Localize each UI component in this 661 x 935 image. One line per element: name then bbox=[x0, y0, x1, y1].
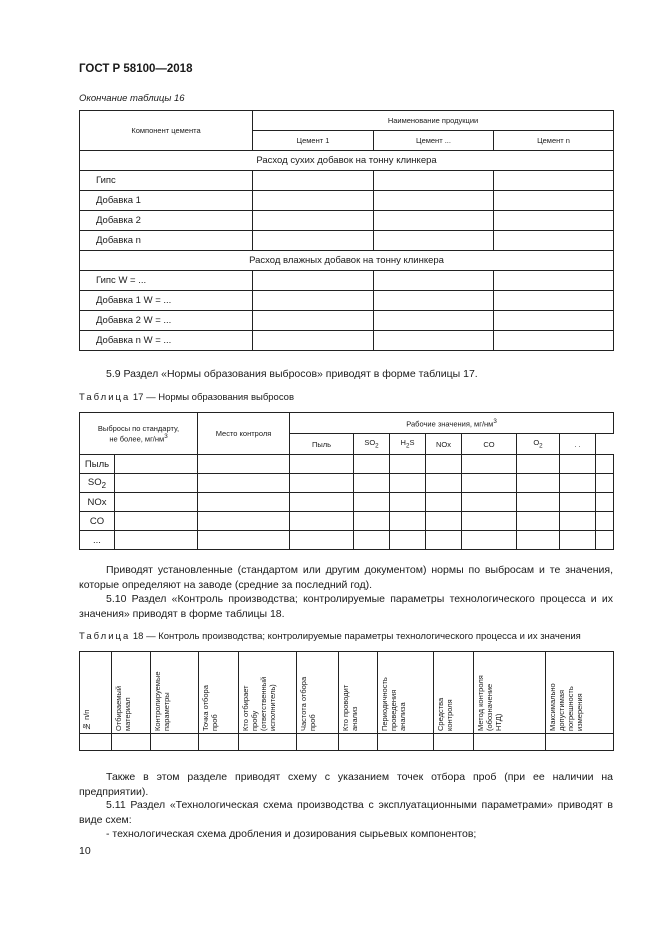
table18-caption-word: Таблица bbox=[79, 631, 131, 642]
table-row bbox=[80, 271, 614, 291]
table-row bbox=[80, 191, 614, 211]
work-col-nox: NOx bbox=[426, 434, 462, 455]
product-col: Цемент 1 bbox=[253, 131, 374, 151]
table-row bbox=[80, 531, 614, 550]
table-17 bbox=[79, 412, 614, 550]
row-label: Добавка 2 W = ... bbox=[80, 311, 253, 331]
table-row bbox=[80, 231, 614, 251]
page-number: 10 bbox=[79, 845, 91, 857]
t18-header: Кто проводит анализ bbox=[339, 652, 378, 734]
work-col-o2: $O_2$ bbox=[517, 434, 560, 455]
t18-header: Периодичность проведения анализа bbox=[378, 652, 434, 734]
t18-header: Метод контроля (обозначение НТД) bbox=[474, 652, 546, 734]
table-18 bbox=[79, 651, 614, 751]
row-label: Добавка n W = ... bbox=[80, 331, 253, 351]
row-label: Добавка n bbox=[80, 231, 253, 251]
table-row bbox=[80, 455, 614, 474]
component-header: Компонент цемента bbox=[80, 111, 253, 151]
table-row bbox=[80, 493, 614, 512]
t18-header: Кто отбирает пробу (ответственный исполнитель) bbox=[239, 652, 297, 734]
table-row bbox=[80, 734, 614, 751]
wet-section-title: Расход влажных добавок на тонну клинкера bbox=[80, 251, 614, 271]
row-label: Гипс bbox=[80, 171, 253, 191]
t18-header: Контролируемые параметры bbox=[151, 652, 199, 734]
table16-caption: Окончание таблицы 16 bbox=[79, 93, 185, 104]
table-row bbox=[80, 512, 614, 531]
product-header: Наименование продукции bbox=[253, 111, 614, 131]
emission-label: CO bbox=[80, 512, 115, 531]
table18-caption bbox=[79, 631, 581, 642]
t18-header: № п/п bbox=[80, 652, 112, 734]
table-row bbox=[80, 474, 614, 493]
table-16 bbox=[79, 110, 614, 351]
table-row bbox=[80, 171, 614, 191]
table17-caption-title: 17 — Нормы образования выбросов bbox=[130, 392, 295, 403]
emission-label: Пыль bbox=[80, 455, 115, 474]
t18-header: Частота отбора проб bbox=[297, 652, 339, 734]
work-col-co: CO bbox=[462, 434, 517, 455]
work-col-so2: $SO_2$ bbox=[354, 434, 390, 455]
control-place-header: Место контроля bbox=[198, 413, 290, 455]
row-label: Добавка 1 W = ... bbox=[80, 291, 253, 311]
emission-label: NOx bbox=[80, 493, 115, 512]
paragraph-after-17: Приводят установленные (стандартом или другим документом) нормы по выбросам и те значения, которые определяют на заводе (средние за последний год). bbox=[79, 564, 613, 591]
work-col-dust: Пыль bbox=[290, 434, 354, 455]
row-label: Добавка 1 bbox=[80, 191, 253, 211]
work-values-header: Рабочие значения, $мг/нм^3$ bbox=[290, 413, 614, 434]
t18-header: Отбираемый материал bbox=[112, 652, 151, 734]
table-row bbox=[80, 331, 614, 351]
emission-label: ... bbox=[80, 531, 115, 550]
t18-header: Средства контроля bbox=[434, 652, 474, 734]
table-row bbox=[80, 291, 614, 311]
table17-caption bbox=[79, 392, 294, 403]
paragraph-scheme: Также в этом разделе приводят схему с указанием точек отбора проб (при ее наличии на предприятии). bbox=[79, 771, 613, 798]
paragraph-5-10: 5.10 Раздел «Контроль производства; контролируемые параметры технологического процесса и их значения» приводят в форме таблицы 18. bbox=[79, 593, 613, 620]
row-label: Добавка 2 bbox=[80, 211, 253, 231]
emission-label: $SO_2$ bbox=[80, 474, 115, 493]
emission-norm-header: Выбросы по стандарту, не более, $мг/нм^3$ bbox=[80, 413, 198, 455]
t18-header: Максимально допустимая погрешность измерения bbox=[546, 652, 614, 734]
product-col: Цемент ... bbox=[374, 131, 494, 151]
table17-caption-word: Таблица bbox=[79, 392, 131, 403]
paragraph-5-9: 5.9 Раздел «Нормы образования выбросов» приводят в форме таблицы 17. bbox=[106, 368, 478, 380]
document-header: ГОСТ Р 58100—2018 bbox=[79, 63, 193, 75]
work-col-more: . . bbox=[560, 434, 596, 455]
table18-caption-title: 18 — Контроль производства; контролируемые параметры технологического процесса и их значения bbox=[130, 631, 581, 642]
row-label: Гипс W = ... bbox=[80, 271, 253, 291]
table-row bbox=[80, 211, 614, 231]
list-item: - технологическая схема дробления и дозирования сырьевых компонентов; bbox=[106, 828, 477, 840]
product-col: Цемент n bbox=[494, 131, 614, 151]
t18-header: Точка отбора проб bbox=[199, 652, 239, 734]
table-row bbox=[80, 311, 614, 331]
dry-section-title: Расход сухих добавок на тонну клинкера bbox=[80, 151, 614, 171]
work-col-h2s: $H_2S$ bbox=[390, 434, 426, 455]
paragraph-5-11: 5.11 Раздел «Технологическая схема производства с эксплуатационными параметрами» приводят в виде схем: bbox=[79, 799, 613, 826]
